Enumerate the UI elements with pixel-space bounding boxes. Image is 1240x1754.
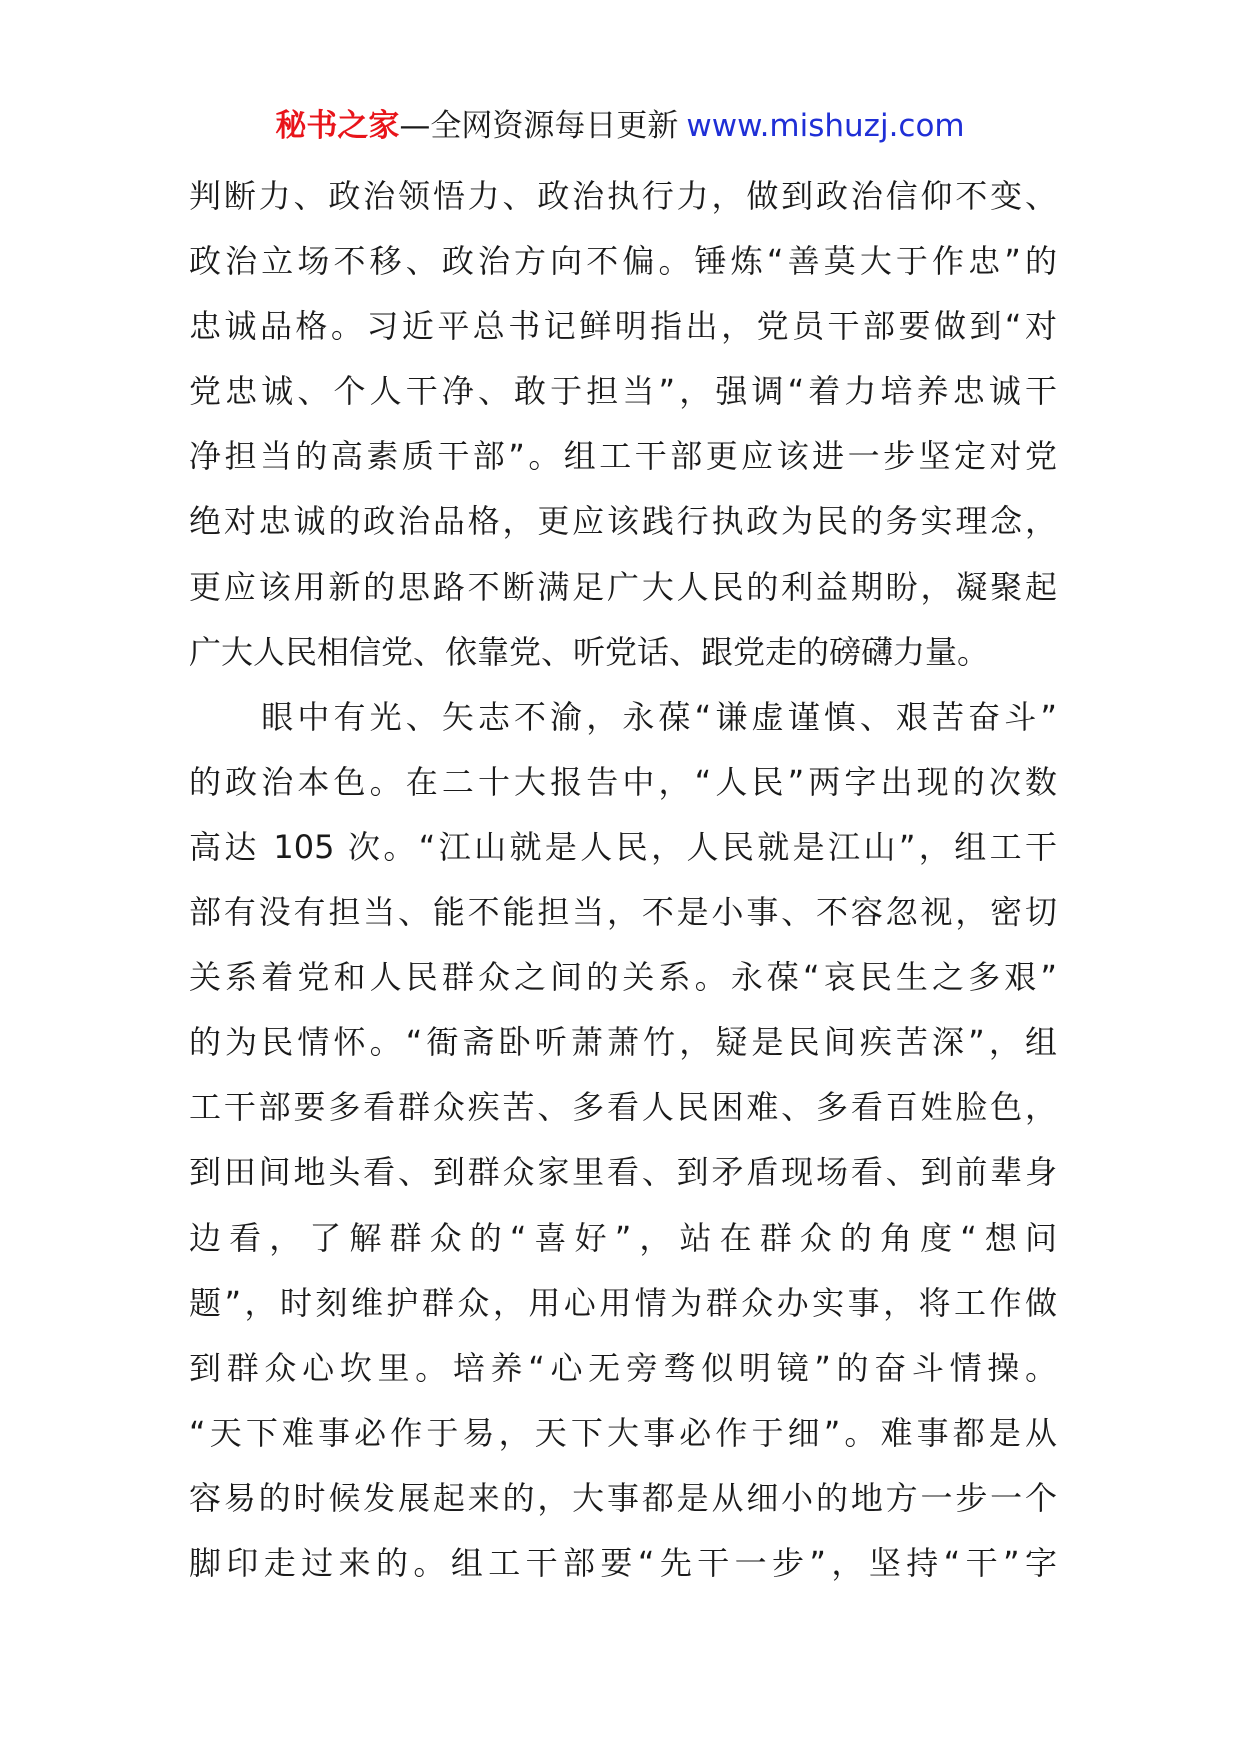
text-line: “天下难事必作于易，天下大事必作于细”。难事都是从 (189, 1413, 1057, 1452)
text-line: 关系着党和人民群众之间的关系。永葆“哀民生之多艰” (189, 958, 1057, 997)
text-line: 脚印走过来的。组工干部要“先干一步”，坚持“干”字 (189, 1543, 1057, 1582)
header-url-link[interactable]: www.mishuzj.com (686, 108, 965, 144)
text-line: 眼中有光、矢志不渝，永葆“谦虚谨慎、艰苦奋斗” (189, 697, 1057, 736)
text-line: 政治立场不移、政治方向不偏。锤炼“善莫大于作忠”的 (189, 242, 1057, 281)
text-line: 更应该用新的思路不断满足广大人民的利益期盼，凝聚起 (189, 567, 1057, 606)
text-line: 的为民情怀。“衙斋卧听萧萧竹，疑是民间疾苦深”，组 (189, 1023, 1057, 1062)
text-line: 净担当的高素质干部”。组工干部更应该进一步坚定对党 (189, 437, 1057, 476)
text-line: 广大人民相信党、依靠党、听党话、跟党走的磅礴力量。 (189, 632, 990, 671)
text-line: 题”，时刻维护群众，用心用情为群众办实事，将工作做 (189, 1283, 1057, 1322)
text-line: 到田间地头看、到群众家里看、到矛盾现场看、到前辈身 (189, 1153, 1057, 1192)
text-line: 的政治本色。在二十大报告中，“人民”两字出现的次数 (189, 762, 1057, 801)
header-slogan: —全网资源每日更新 (399, 108, 679, 144)
page-header (0, 104, 1240, 148)
text-line: 容易的时候发展起来的，大事都是从细小的地方一步一个 (189, 1478, 1057, 1517)
text-line: 绝对忠诚的政治品格，更应该践行执政为民的务实理念， (189, 502, 1057, 541)
text-line: 边看，了解群众的“喜好”，站在群众的角度“想问 (189, 1218, 1057, 1257)
text-line: 忠诚品格。习近平总书记鲜明指出，党员干部要做到“对 (189, 307, 1057, 346)
header-brand: 秘书之家 (275, 108, 400, 144)
text-line: 部有没有担当、能不能担当，不是小事、不容忽视，密切 (189, 893, 1057, 932)
text-line: 高达 105 次。“江山就是人民，人民就是江山”，组工干 (189, 827, 1057, 866)
text-line: 工干部要多看群众疾苦、多看人民困难、多看百姓脸色， (189, 1088, 1057, 1127)
text-line: 判断力、政治领悟力、政治执行力，做到政治信仰不变、 (189, 177, 1057, 215)
text-line: 到群众心坎里。培养“心无旁骛似明镜”的奋斗情操。 (189, 1348, 1057, 1387)
text-line: 党忠诚、个人干净、敢于担当”，强调“着力培养忠诚干 (189, 372, 1057, 411)
document-body (189, 164, 1057, 1596)
